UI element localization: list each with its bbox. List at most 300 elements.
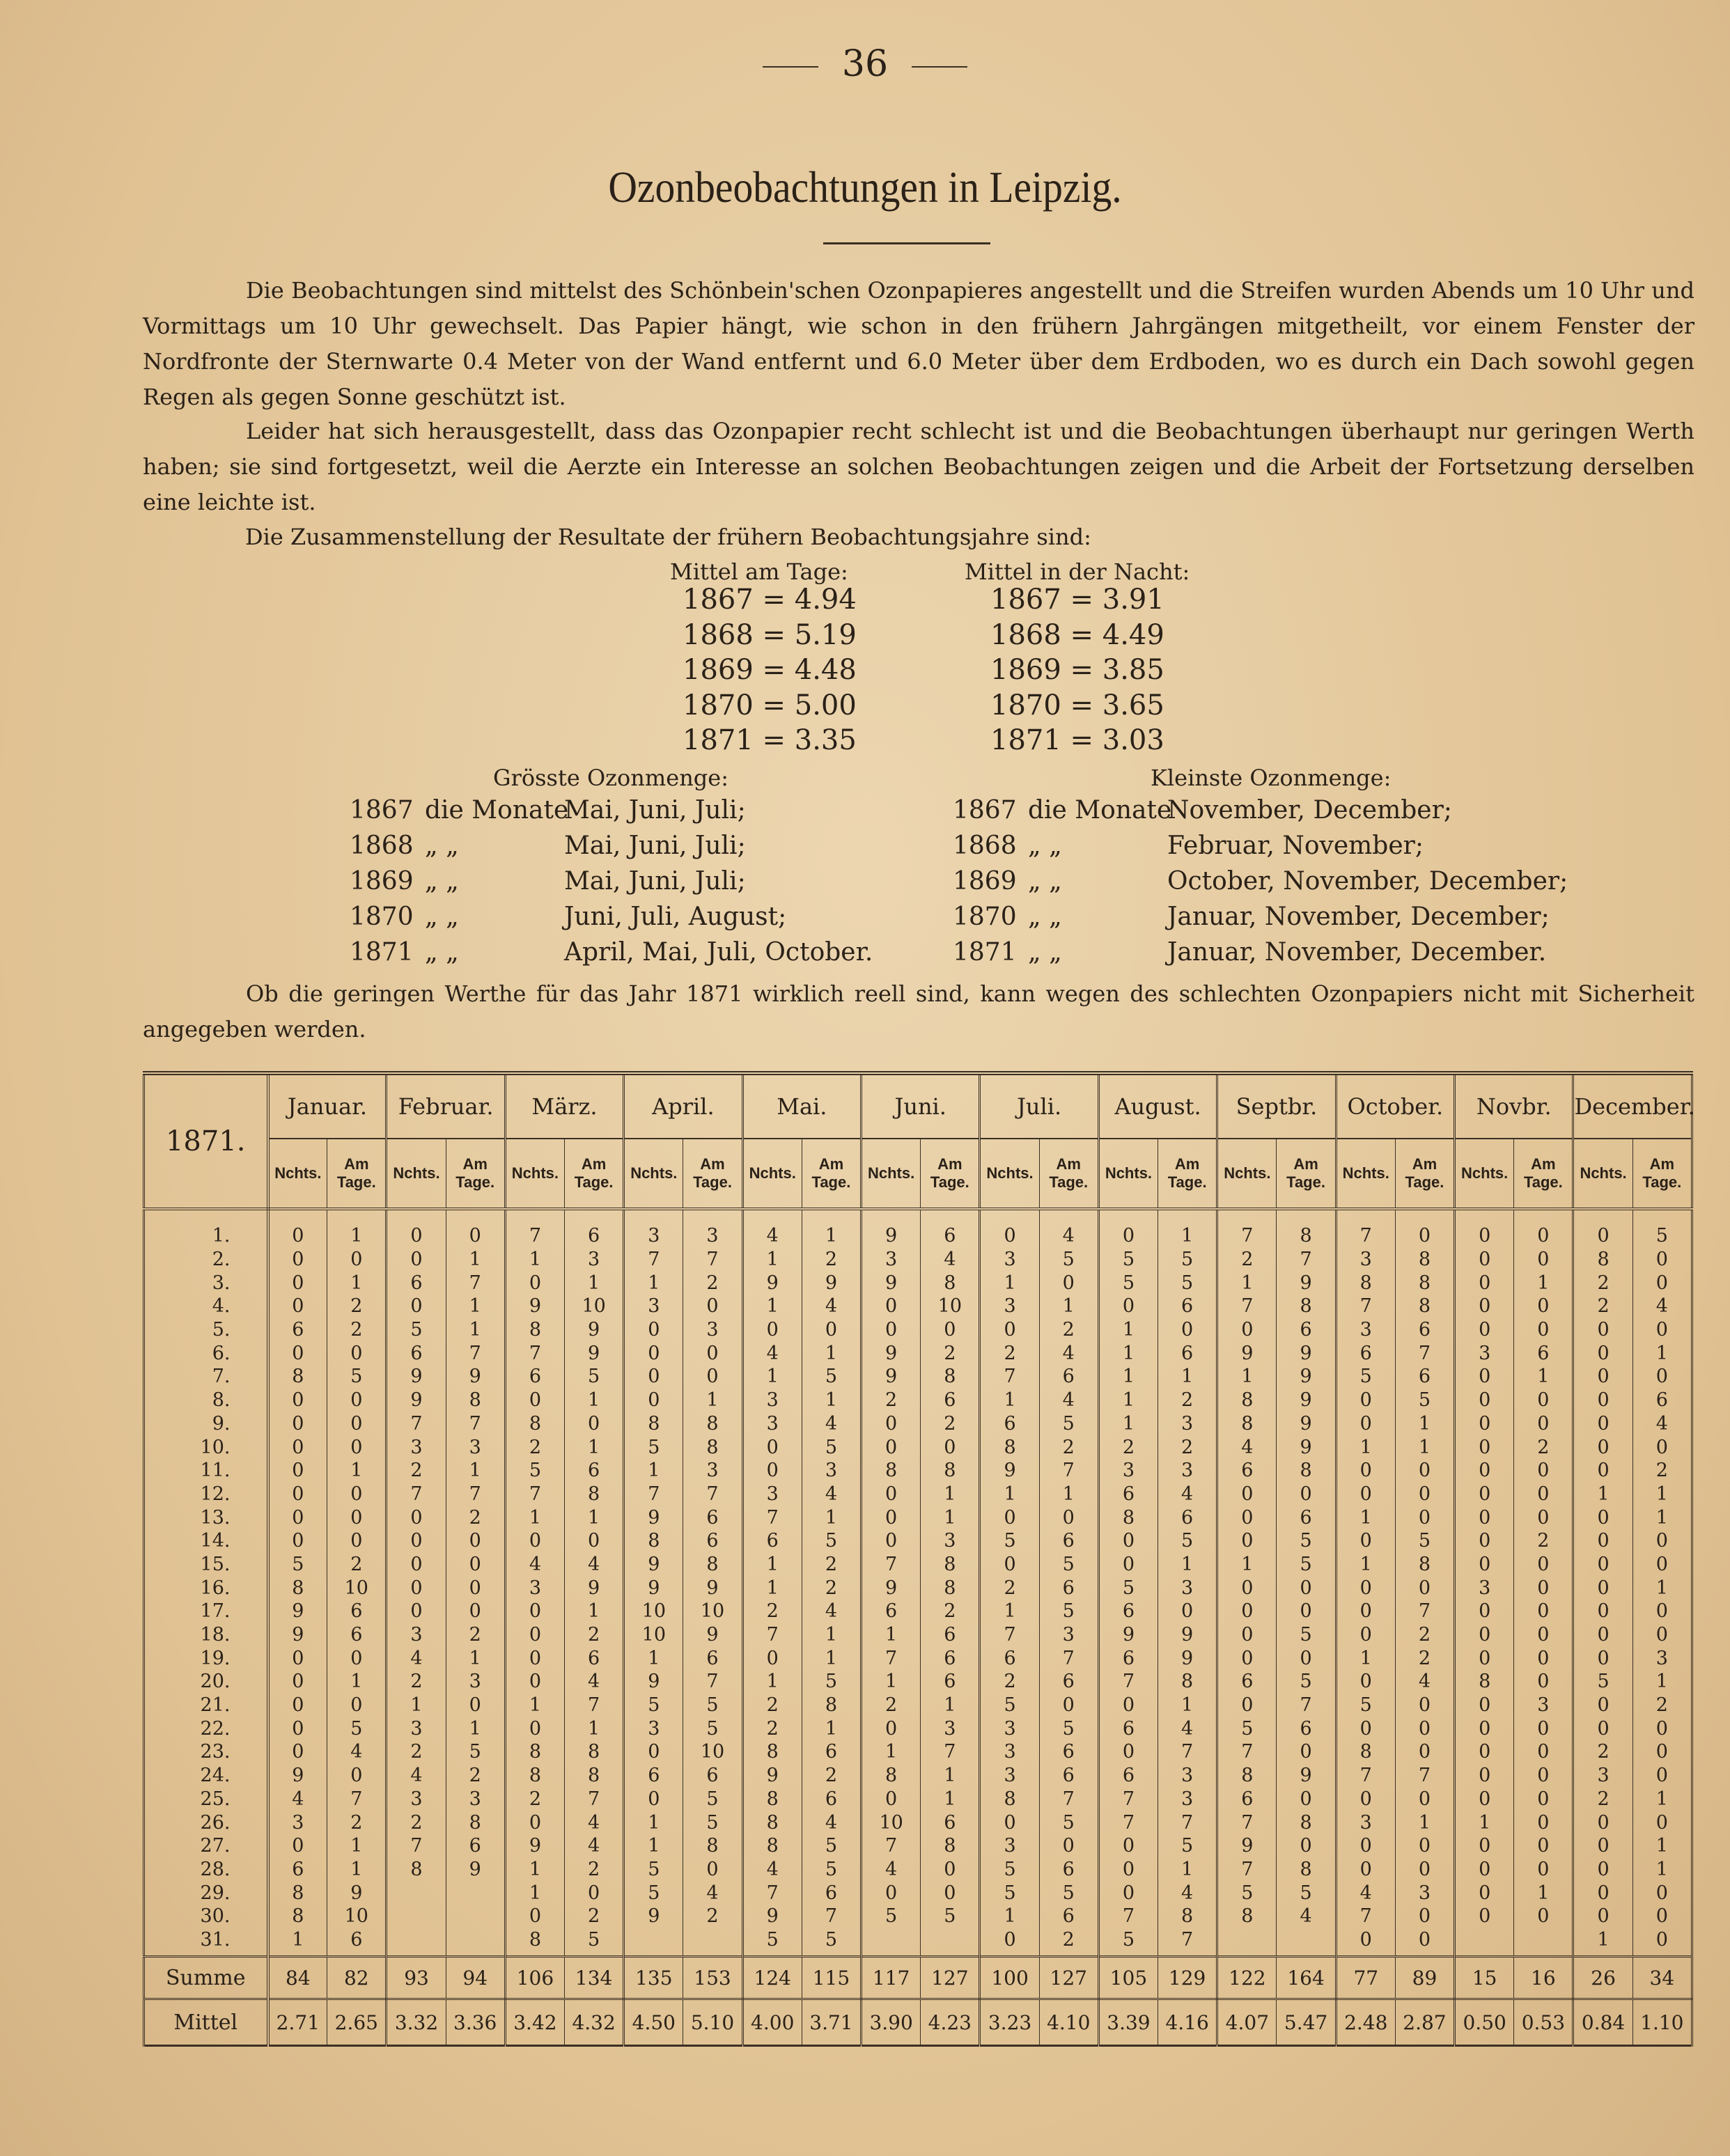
day-value-cell: 2: [565, 1623, 624, 1647]
month-header: Januar.: [268, 1073, 387, 1139]
night-value-cell: 0: [268, 1295, 327, 1318]
night-mean-list: [990, 582, 1164, 758]
night-value-cell: 1: [1573, 1483, 1632, 1506]
night-value-cell: 1: [1098, 1318, 1158, 1342]
night-value-cell: 0: [268, 1271, 327, 1295]
day-mean-item: 1870 = 5.00: [683, 689, 857, 721]
night-value-cell: 3: [742, 1412, 802, 1436]
day-value-cell: 1: [802, 1341, 861, 1365]
night-value-cell: 5: [624, 1694, 683, 1717]
night-value-cell: 8: [742, 1740, 802, 1764]
night-value-cell: 3: [387, 1435, 446, 1459]
night-value-cell: 8: [268, 1905, 327, 1928]
night-value-cell: 9: [387, 1365, 446, 1389]
day-value-cell: 3: [921, 1529, 980, 1553]
night-value-cell: 9: [862, 1365, 921, 1389]
day-value-cell: 1: [446, 1248, 505, 1272]
day-value-cell: 0: [327, 1764, 387, 1788]
day-value-cell: 0: [1395, 1483, 1454, 1506]
night-value-cell: 0: [1217, 1694, 1277, 1717]
day-value-cell: 5: [921, 1905, 980, 1928]
sum-cell: 124: [742, 1957, 802, 1999]
day-value-cell: 1: [1158, 1858, 1217, 1882]
night-value-cell: 9: [1217, 1834, 1277, 1858]
night-value-cell: 0: [1217, 1506, 1277, 1529]
night-value-cell: 0: [505, 1600, 564, 1623]
night-value-cell: 10: [862, 1811, 921, 1834]
night-value-cell: 0: [742, 1318, 802, 1342]
table-row: [144, 1389, 1692, 1412]
night-value-cell: 0: [1336, 1858, 1395, 1882]
day-value-cell: 2: [327, 1318, 387, 1342]
table-row: [144, 1600, 1692, 1623]
night-value-cell: 5: [1098, 1928, 1158, 1957]
night-value-cell: 0: [268, 1694, 327, 1717]
night-mean-item: 1868 = 4.49: [990, 618, 1164, 651]
night-value-cell: 6: [862, 1600, 921, 1623]
day-value-cell: 8: [1395, 1271, 1454, 1295]
night-subheader: Nchts.: [1336, 1139, 1395, 1209]
day-subheader: Am Tage.: [802, 1139, 861, 1209]
night-value-cell: 1: [980, 1600, 1039, 1623]
day-value-cell: 0: [327, 1412, 387, 1436]
night-value-cell: 0: [862, 1318, 921, 1342]
mean-cell: 4.00: [742, 1999, 802, 2046]
night-value-cell: 0: [268, 1483, 327, 1506]
night-value-cell: 7: [387, 1412, 446, 1436]
day-value-cell: 7: [683, 1483, 742, 1506]
day-value-cell: 1: [802, 1506, 861, 1529]
mean-cell: 3.90: [862, 1999, 921, 2046]
night-value-cell: 0: [742, 1646, 802, 1670]
night-value-cell: 0: [1455, 1764, 1514, 1788]
day-label: 5.: [144, 1318, 268, 1342]
night-value-cell: 5: [1098, 1271, 1158, 1295]
mean-cell: 5.47: [1277, 1999, 1336, 2046]
day-value-cell: 5: [1158, 1248, 1217, 1272]
night-value-cell: 0: [1455, 1506, 1514, 1529]
night-value-cell: 0: [1455, 1600, 1514, 1623]
day-value-cell: 1: [1514, 1881, 1573, 1905]
day-value-cell: 4: [327, 1740, 387, 1764]
table-row: [144, 1811, 1692, 1834]
night-value-cell: 7: [980, 1623, 1039, 1647]
day-value-cell: 4: [565, 1553, 624, 1577]
min-ozone-row: 1871 „ „ Januar, November, December.: [953, 938, 1547, 967]
sum-cell: 135: [624, 1957, 683, 1999]
day-value-cell: [446, 1905, 505, 1928]
night-value-cell: 3: [1455, 1341, 1514, 1365]
night-value-cell: 7: [1098, 1670, 1158, 1694]
title-divider: [823, 242, 990, 244]
night-value-cell: 2: [862, 1694, 921, 1717]
night-value-cell: 7: [1217, 1858, 1277, 1882]
month-header-row: [144, 1073, 1692, 1139]
night-value-cell: 5: [742, 1928, 802, 1957]
day-label: 10.: [144, 1435, 268, 1459]
day-value-cell: 8: [921, 1553, 980, 1577]
sum-label: Summe: [144, 1957, 268, 1999]
day-value-cell: 4: [802, 1295, 861, 1318]
night-value-cell: 0: [1573, 1506, 1632, 1529]
day-value-cell: 5: [802, 1670, 861, 1694]
day-value-cell: 2: [802, 1764, 861, 1788]
day-value-cell: 2: [1039, 1318, 1098, 1342]
night-value-cell: 1: [742, 1365, 802, 1389]
night-value-cell: 7: [1098, 1811, 1158, 1834]
night-value-cell: 5: [1336, 1365, 1395, 1389]
day-value-cell: 4: [1158, 1483, 1217, 1506]
subheader-row: [144, 1139, 1692, 1209]
night-value-cell: 5: [980, 1694, 1039, 1717]
night-value-cell: 0: [1573, 1412, 1632, 1436]
night-value-cell: 8: [505, 1412, 564, 1436]
day-value-cell: 5: [802, 1858, 861, 1882]
day-value-cell: 0: [1514, 1834, 1573, 1858]
night-value-cell: 0: [1336, 1412, 1395, 1436]
day-value-cell: 5: [1039, 1600, 1098, 1623]
day-value-cell: 7: [446, 1341, 505, 1365]
day-value-cell: 0: [1632, 1764, 1692, 1788]
night-value-cell: 1: [505, 1506, 564, 1529]
day-value-cell: 1: [802, 1623, 861, 1647]
night-value-cell: 9: [268, 1623, 327, 1647]
table-row: [144, 1788, 1692, 1811]
table-row: [144, 1717, 1692, 1740]
night-value-cell: 0: [1455, 1318, 1514, 1342]
max-ozone-row: 1870 „ „ Juni, Juli, August;: [350, 903, 787, 931]
night-value-cell: 1: [624, 1271, 683, 1295]
night-value-cell: 1: [1217, 1271, 1277, 1295]
night-value-cell: 7: [624, 1248, 683, 1272]
night-value-cell: 0: [505, 1717, 564, 1740]
day-value-cell: 6: [683, 1529, 742, 1553]
month-header: Februar.: [387, 1073, 505, 1139]
night-value-cell: 2: [1573, 1271, 1632, 1295]
day-value-cell: 2: [1039, 1928, 1098, 1957]
night-value-cell: 0: [1573, 1529, 1632, 1553]
day-value-cell: 8: [565, 1740, 624, 1764]
day-value-cell: 6: [1039, 1529, 1098, 1553]
day-value-cell: 0: [1514, 1318, 1573, 1342]
night-value-cell: 6: [387, 1341, 446, 1365]
day-value-cell: 7: [565, 1788, 624, 1811]
night-subheader: Nchts.: [1217, 1139, 1277, 1209]
day-value-cell: 1: [1632, 1788, 1692, 1811]
night-value-cell: 0: [505, 1905, 564, 1928]
day-value-cell: 1: [446, 1295, 505, 1318]
day-value-cell: 1: [921, 1483, 980, 1506]
day-value-cell: 1: [1632, 1576, 1692, 1600]
table-row: [144, 1740, 1692, 1764]
mean-cell: 3.36: [446, 1999, 505, 2046]
mean-cell: 2.87: [1395, 1999, 1454, 2046]
day-value-cell: 1: [921, 1506, 980, 1529]
day-value-cell: 5: [683, 1811, 742, 1834]
day-value-cell: 7: [327, 1788, 387, 1811]
night-value-cell: 8: [1217, 1389, 1277, 1412]
night-value-cell: 0: [980, 1928, 1039, 1957]
night-value-cell: 0: [1573, 1365, 1632, 1389]
day-value-cell: 0: [1632, 1271, 1692, 1295]
min-ozone-row: 1869 „ „ October, November, December;: [953, 867, 1568, 896]
day-value-cell: 6: [327, 1600, 387, 1623]
night-value-cell: 0: [862, 1412, 921, 1436]
day-value-cell: 5: [802, 1529, 861, 1553]
day-value-cell: 1: [802, 1646, 861, 1670]
night-value-cell: 0: [1217, 1646, 1277, 1670]
table-row: [144, 1881, 1692, 1905]
night-value-cell: 9: [1098, 1623, 1158, 1647]
day-value-cell: 0: [565, 1529, 624, 1553]
night-value-cell: 0: [268, 1459, 327, 1483]
night-value-cell: 6: [1217, 1788, 1277, 1811]
night-value-cell: 6: [268, 1318, 327, 1342]
night-value-cell: [862, 1928, 921, 1957]
day-value-cell: 3: [1158, 1788, 1217, 1811]
day-value-cell: 10: [921, 1295, 980, 1318]
day-value-cell: 5: [1039, 1553, 1098, 1577]
day-value-cell: 3: [446, 1788, 505, 1811]
night-value-cell: 0: [624, 1788, 683, 1811]
night-value-cell: 0: [268, 1646, 327, 1670]
day-value-cell: 1: [921, 1764, 980, 1788]
night-value-cell: 0: [1455, 1271, 1514, 1295]
night-value-cell: [1455, 1928, 1514, 1957]
night-value-cell: 0: [1573, 1553, 1632, 1577]
night-value-cell: 3: [742, 1389, 802, 1412]
night-value-cell: 0: [1573, 1623, 1632, 1647]
night-value-cell: 8: [1098, 1506, 1158, 1529]
day-value-cell: 9: [683, 1576, 742, 1600]
day-value-cell: 1: [802, 1389, 861, 1412]
night-value-cell: 6: [1098, 1483, 1158, 1506]
night-value-cell: 0: [505, 1646, 564, 1670]
day-value-cell: 5: [802, 1365, 861, 1389]
night-value-cell: 0: [980, 1506, 1039, 1529]
day-value-cell: 0: [1514, 1483, 1573, 1506]
day-value-cell: 5: [683, 1717, 742, 1740]
day-label: 25.: [144, 1788, 268, 1811]
mean-cell: 0.84: [1573, 1999, 1632, 2046]
day-value-cell: 1: [1632, 1506, 1692, 1529]
day-value-cell: 0: [1395, 1858, 1454, 1882]
night-value-cell: 0: [624, 1341, 683, 1365]
day-value-cell: [446, 1881, 505, 1905]
day-value-cell: 5: [565, 1928, 624, 1957]
day-value-cell: 7: [446, 1271, 505, 1295]
night-value-cell: 0: [1336, 1670, 1395, 1694]
night-value-cell: 7: [742, 1623, 802, 1647]
day-value-cell: 0: [1514, 1811, 1573, 1834]
day-value-cell: 1: [1158, 1365, 1217, 1389]
table-row: [144, 1529, 1692, 1553]
max-ozone-list: [350, 792, 873, 970]
night-value-cell: 6: [1098, 1717, 1158, 1740]
day-value-cell: 5: [565, 1365, 624, 1389]
mean-cell: 4.23: [921, 1999, 980, 2046]
sum-cell: 164: [1277, 1957, 1336, 1999]
night-value-cell: 0: [505, 1811, 564, 1834]
night-value-cell: [387, 1881, 446, 1905]
night-value-cell: 0: [1098, 1529, 1158, 1553]
day-value-cell: 6: [1632, 1389, 1692, 1412]
mean-cell: 4.10: [1039, 1999, 1098, 2046]
night-value-cell: 0: [862, 1435, 921, 1459]
day-value-cell: 1: [1158, 1553, 1217, 1577]
night-value-cell: 0: [1455, 1248, 1514, 1272]
day-value-cell: 1: [446, 1459, 505, 1483]
day-value-cell: 1: [327, 1271, 387, 1295]
night-value-cell: 0: [1455, 1412, 1514, 1436]
day-value-cell: 6: [921, 1811, 980, 1834]
night-value-cell: 5: [624, 1881, 683, 1905]
night-value-cell: 1: [624, 1459, 683, 1483]
night-value-cell: 4: [862, 1858, 921, 1882]
night-value-cell: 0: [1336, 1788, 1395, 1811]
day-value-cell: 9: [1277, 1271, 1336, 1295]
night-value-cell: 8: [505, 1318, 564, 1342]
table-row: [144, 1435, 1692, 1459]
day-value-cell: 7: [565, 1694, 624, 1717]
day-value-cell: 1: [565, 1717, 624, 1740]
night-value-cell: 7: [505, 1341, 564, 1365]
day-value-cell: 0: [802, 1318, 861, 1342]
night-value-cell: 8: [980, 1788, 1039, 1811]
night-value-cell: 9: [742, 1764, 802, 1788]
day-value-cell: 2: [327, 1811, 387, 1834]
day-value-cell: 5: [1158, 1529, 1217, 1553]
night-value-cell: 6: [624, 1764, 683, 1788]
night-value-cell: 2: [980, 1576, 1039, 1600]
day-value-cell: 0: [1395, 1928, 1454, 1957]
night-value-cell: 9: [268, 1600, 327, 1623]
night-value-cell: 3: [980, 1248, 1039, 1272]
night-value-cell: 0: [268, 1529, 327, 1553]
day-value-cell: 1: [565, 1600, 624, 1623]
day-value-cell: 8: [1277, 1858, 1336, 1882]
night-value-cell: 0: [1336, 1576, 1395, 1600]
day-mean-heading: Mittel am Tage:: [670, 558, 848, 585]
day-value-cell: 0: [1514, 1717, 1573, 1740]
day-value-cell: 10: [565, 1295, 624, 1318]
night-value-cell: 1: [1336, 1435, 1395, 1459]
night-value-cell: 8: [1455, 1670, 1514, 1694]
day-value-cell: 5: [1158, 1834, 1217, 1858]
night-value-cell: 2: [387, 1670, 446, 1694]
day-value-cell: 5: [1158, 1271, 1217, 1295]
day-value-cell: 9: [1277, 1389, 1336, 1412]
day-value-cell: 6: [1277, 1506, 1336, 1529]
day-value-cell: 8: [921, 1834, 980, 1858]
night-value-cell: 1: [505, 1858, 564, 1882]
day-label: 6.: [144, 1341, 268, 1365]
day-value-cell: 0: [1632, 1717, 1692, 1740]
day-label: 12.: [144, 1483, 268, 1506]
ozone-table: [143, 1071, 1693, 2047]
sum-cell: 129: [1158, 1957, 1217, 1999]
night-value-cell: 0: [980, 1811, 1039, 1834]
night-value-cell: 9: [624, 1670, 683, 1694]
day-value-cell: [921, 1928, 980, 1957]
day-value-cell: 6: [1158, 1295, 1217, 1318]
night-value-cell: 6: [268, 1858, 327, 1882]
night-value-cell: 0: [1573, 1905, 1632, 1928]
day-value-cell: 2: [1632, 1459, 1692, 1483]
day-value-cell: 1: [327, 1834, 387, 1858]
day-value-cell: 0: [683, 1365, 742, 1389]
night-subheader: Nchts.: [862, 1139, 921, 1209]
intro-paragraph: Die Beobachtungen sind mittelst des Schönbein'schen Ozonpapieres angestellt und die Streifen wurden Abends um 10 Uhr und Vormittags um 10 Uhr gewechselt. Das Papier hängt, wie schon in den frühern Jahrgängen mitgetheilt, vor einem Fenster der Nordfronte der Sternwarte 0.4 Meter von der Wand entfernt und 6.0 Meter über dem Erdboden, wo es durch ein Dach sowohl gegen Regen als gegen Sonne geschützt ist.: [143, 277, 1694, 410]
day-value-cell: 2: [446, 1623, 505, 1647]
day-value-cell: 0: [565, 1881, 624, 1905]
night-value-cell: 3: [980, 1717, 1039, 1740]
day-value-cell: 2: [1158, 1389, 1217, 1412]
night-value-cell: 7: [505, 1209, 564, 1248]
day-value-cell: 3: [565, 1248, 624, 1272]
night-subheader: Nchts.: [387, 1139, 446, 1209]
day-value-cell: 7: [683, 1248, 742, 1272]
night-value-cell: 9: [268, 1764, 327, 1788]
day-value-cell: 2: [1395, 1646, 1454, 1670]
day-value-cell: 0: [1514, 1576, 1573, 1600]
night-value-cell: 7: [1217, 1209, 1277, 1248]
night-value-cell: 5: [980, 1529, 1039, 1553]
sum-cell: 153: [683, 1957, 742, 1999]
night-value-cell: 1: [505, 1248, 564, 1272]
night-value-cell: 3: [387, 1788, 446, 1811]
day-value-cell: 8: [921, 1365, 980, 1389]
day-value-cell: 6: [683, 1646, 742, 1670]
day-value-cell: 5: [802, 1834, 861, 1858]
day-value-cell: 4: [565, 1670, 624, 1694]
night-value-cell: 0: [1573, 1389, 1632, 1412]
night-value-cell: 3: [624, 1295, 683, 1318]
day-value-cell: 1: [1158, 1694, 1217, 1717]
day-label: 3.: [144, 1271, 268, 1295]
night-value-cell: 0: [1573, 1858, 1632, 1882]
month-header: October.: [1336, 1073, 1454, 1139]
sum-cell: 122: [1217, 1957, 1277, 1999]
night-value-cell: 0: [1336, 1623, 1395, 1647]
day-subheader: Am Tage.: [1395, 1139, 1454, 1209]
day-value-cell: 8: [683, 1412, 742, 1436]
night-value-cell: 2: [1217, 1248, 1277, 1272]
night-value-cell: 9: [742, 1271, 802, 1295]
day-label: 14.: [144, 1529, 268, 1553]
day-value-cell: 4: [1158, 1717, 1217, 1740]
closing-paragraph: Ob die geringen Werthe für das Jahr 1871 wirklich reell sind, kann wegen des schlechten Ozonpapiers nicht mit Sicherheit angegeben werden.: [143, 981, 1694, 1042]
day-value-cell: 4: [1158, 1881, 1217, 1905]
day-value-cell: 5: [1277, 1529, 1336, 1553]
day-value-cell: 0: [1632, 1553, 1692, 1577]
night-value-cell: 3: [268, 1811, 327, 1834]
night-mean-item: 1867 = 3.91: [990, 584, 1164, 616]
night-value-cell: 2: [505, 1435, 564, 1459]
night-value-cell: 0: [862, 1788, 921, 1811]
night-value-cell: 0: [1336, 1459, 1395, 1483]
night-value-cell: 0: [387, 1295, 446, 1318]
day-value-cell: 3: [1158, 1412, 1217, 1436]
night-value-cell: 0: [1455, 1905, 1514, 1928]
day-value-cell: 6: [1158, 1341, 1217, 1365]
day-label: 21.: [144, 1694, 268, 1717]
day-value-cell: 0: [1514, 1412, 1573, 1436]
day-value-cell: 0: [327, 1694, 387, 1717]
day-value-cell: 7: [683, 1670, 742, 1694]
day-value-cell: 1: [921, 1788, 980, 1811]
night-value-cell: 3: [980, 1740, 1039, 1764]
